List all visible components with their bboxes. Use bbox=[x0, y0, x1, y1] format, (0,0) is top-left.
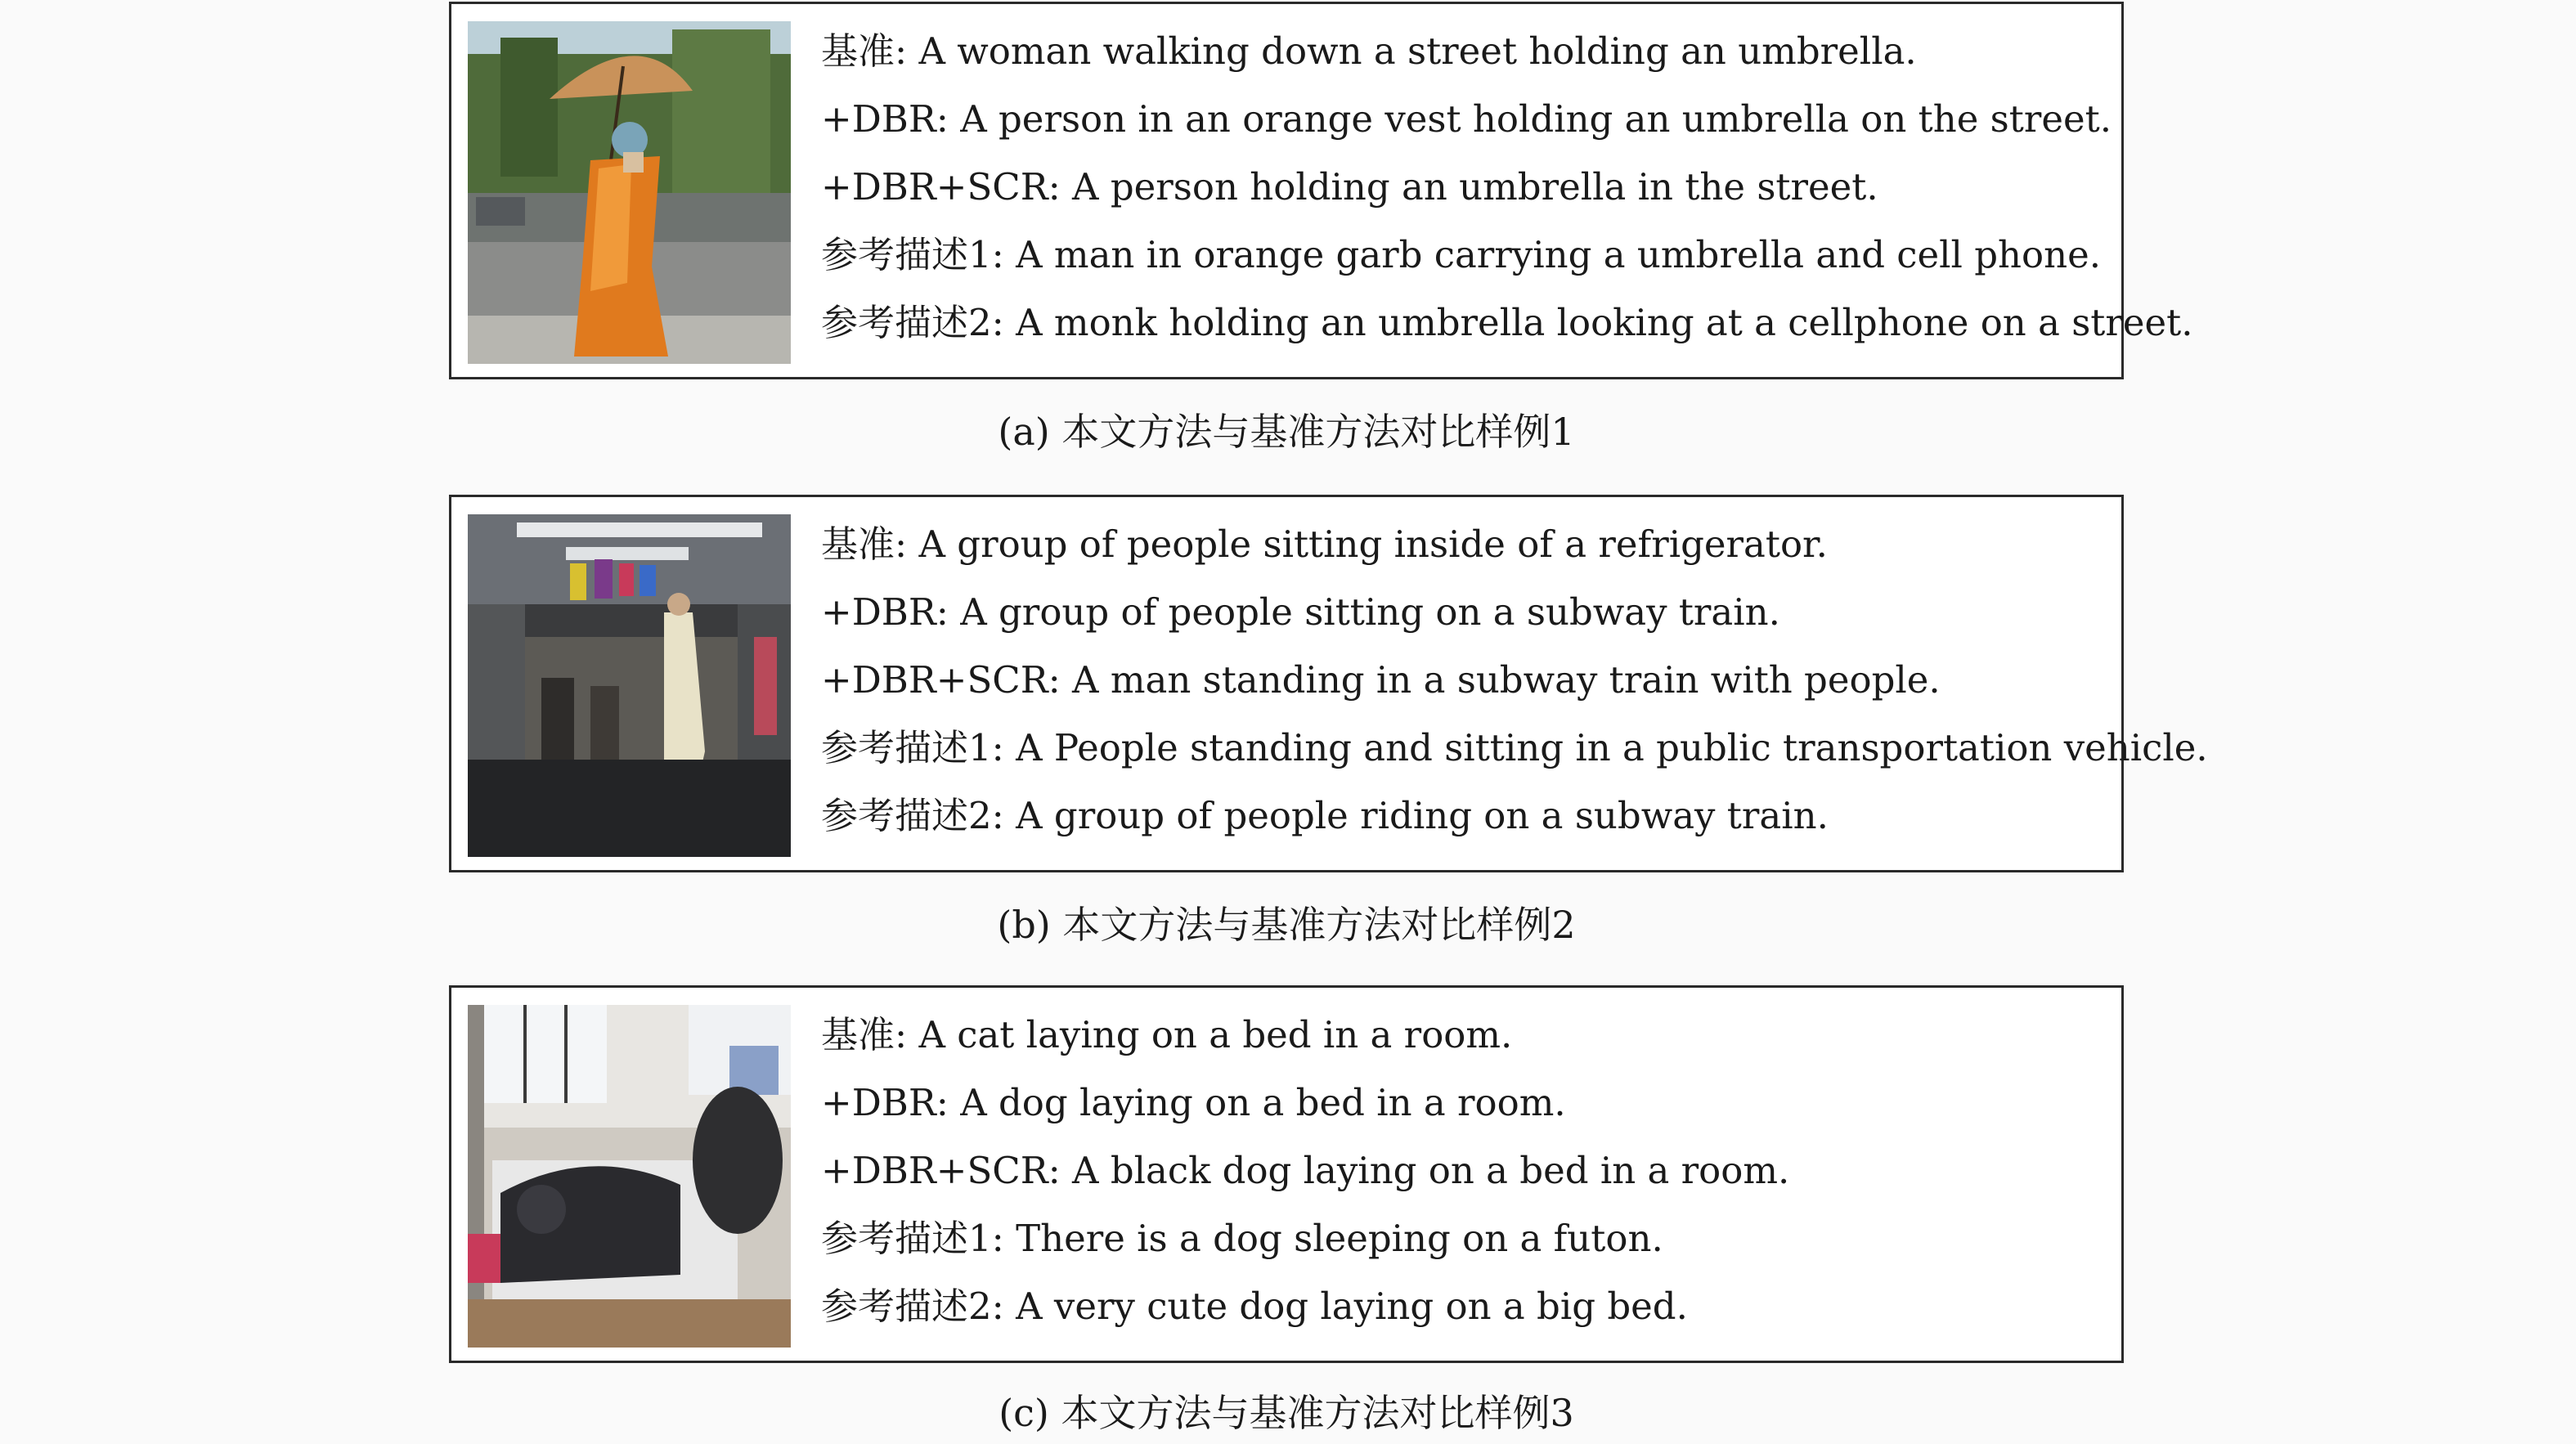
figure-caption-a: (a) 本文方法与基准方法对比样例1 bbox=[998, 410, 1575, 454]
figure-caption-b: (b) 本文方法与基准方法对比样例2 bbox=[997, 903, 1576, 947]
caption-line-baseline: 基准: A woman walking down a street holding an umbrella. bbox=[821, 29, 1917, 73]
caption-line-reference-1: 参考描述1: There is a dog sleeping on a futon. bbox=[821, 1217, 1663, 1260]
figure-caption-c: (c) 本文方法与基准方法对比样例3 bbox=[999, 1391, 1574, 1435]
caption-line-dbr: +DBR: A dog laying on a bed in a room. bbox=[821, 1081, 1566, 1124]
caption-line-baseline: 基准: A cat laying on a bed in a room. bbox=[821, 1013, 1513, 1056]
figure-panel-b bbox=[449, 495, 2208, 872]
caption-line-dbr: +DBR: A group of people sitting on a subway train. bbox=[821, 590, 1780, 634]
caption-line-reference-1: 参考描述1: A People standing and sitting in a public transportation vehicle. bbox=[821, 726, 2208, 769]
photo-dog-on-bed bbox=[468, 1005, 791, 1348]
caption-line-dbr-scr: +DBR+SCR: A person holding an umbrella in the street. bbox=[821, 165, 1878, 209]
figure-panel-c bbox=[449, 985, 2124, 1363]
caption-line-dbr-scr: +DBR+SCR: A black dog laying on a bed in a room. bbox=[821, 1149, 1790, 1192]
caption-line-reference-2: 参考描述2: A very cute dog laying on a big bed. bbox=[821, 1285, 1688, 1328]
photo-monk-with-umbrella bbox=[468, 21, 791, 364]
caption-line-reference-1: 参考描述1: A man in orange garb carrying a umbrella and cell phone. bbox=[821, 233, 2102, 276]
caption-line-reference-2: 参考描述2: A monk holding an umbrella looking at a cellphone on a street. bbox=[821, 301, 2193, 344]
figure-panel-a bbox=[449, 2, 2193, 379]
caption-line-reference-2: 参考描述2: A group of people riding on a subway train. bbox=[821, 794, 1829, 837]
caption-line-baseline: 基准: A group of people sitting inside of a refrigerator. bbox=[821, 522, 1828, 566]
caption-line-dbr-scr: +DBR+SCR: A man standing in a subway train with people. bbox=[821, 658, 1941, 702]
caption-line-dbr: +DBR: A person in an orange vest holding an umbrella on the street. bbox=[821, 97, 2112, 141]
photo-subway-train-interior bbox=[468, 514, 791, 857]
